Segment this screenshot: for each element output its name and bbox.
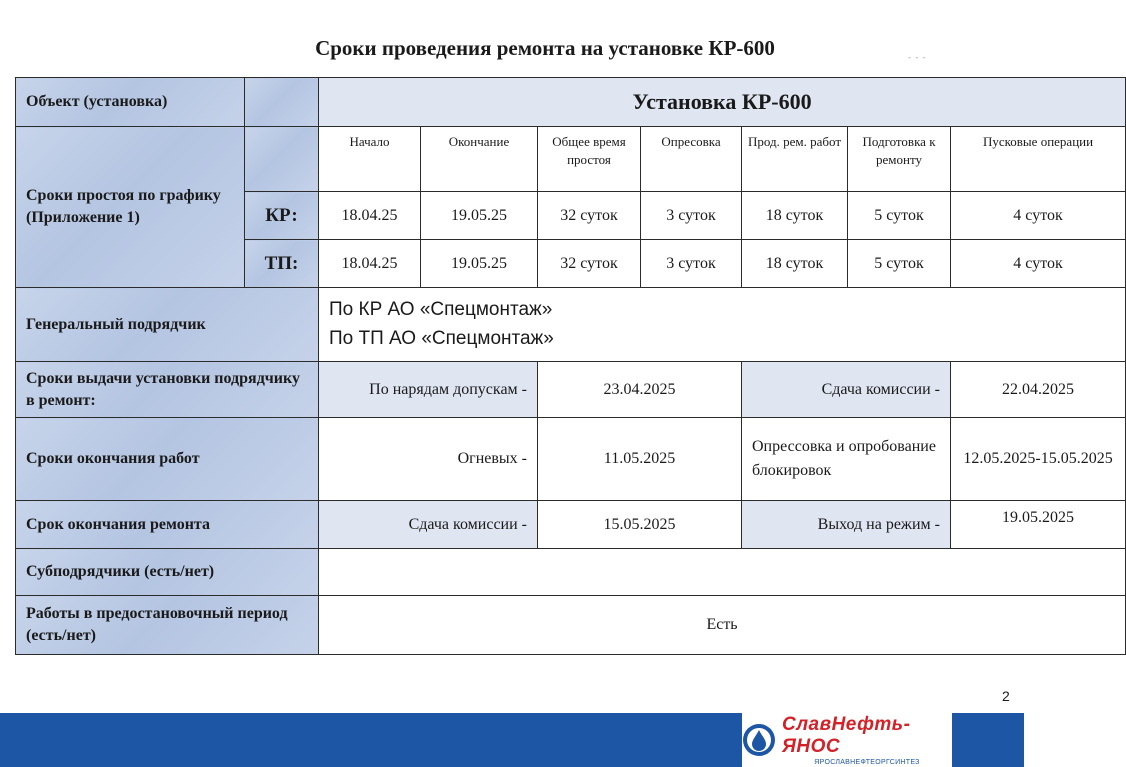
handover-commission-label: Сдача комиссии - bbox=[742, 362, 951, 418]
kr-start: 18.04.25 bbox=[319, 192, 421, 240]
repair-end-row bbox=[16, 501, 1126, 549]
general-contractor-value bbox=[319, 288, 1126, 362]
hot-work-label: Огневых - bbox=[319, 418, 538, 501]
steady-state-date: 19.05.2025 bbox=[951, 501, 1126, 549]
repair-end-label: Срок окончания ремонта bbox=[16, 501, 319, 549]
tp-pressure-test: 3 суток bbox=[641, 240, 742, 288]
subcontractors-label: Субподрядчики (есть/нет) bbox=[16, 549, 319, 596]
decorative-mark: - - - bbox=[908, 52, 927, 62]
object-value: Установка КР-600 bbox=[319, 78, 1126, 127]
subcontractors-value bbox=[319, 549, 1126, 596]
kr-startup: 4 суток bbox=[951, 192, 1126, 240]
tp-repair-duration: 18 суток bbox=[742, 240, 848, 288]
handover-commission-date: 22.04.2025 bbox=[951, 362, 1126, 418]
object-label: Объект (установка) bbox=[16, 78, 245, 127]
hot-work-date: 11.05.2025 bbox=[538, 418, 742, 501]
col-header: Подготовка к ремонту bbox=[848, 127, 951, 192]
handover-permits-label: По нарядам допускам - bbox=[319, 362, 538, 418]
tp-start: 18.04.25 bbox=[319, 240, 421, 288]
logo-sub-text: ЯРОСЛАВНЕФТЕОРГСИНТЕЗ bbox=[814, 759, 920, 766]
pressure-test-dates: 12.05.2025-15.05.2025 bbox=[951, 418, 1126, 501]
tp-preparation: 5 суток bbox=[848, 240, 951, 288]
page-number: 2 bbox=[1002, 688, 1010, 704]
subcontractors-row bbox=[16, 549, 1126, 596]
page-title: Сроки проведения ремонта на установке КР-600 bbox=[315, 36, 775, 60]
preshutdown-value: Есть bbox=[319, 596, 1126, 655]
company-logo bbox=[742, 713, 952, 767]
col-header: Опресовка bbox=[641, 127, 742, 192]
downtime-header-row bbox=[16, 127, 1126, 192]
steady-state-label: Выход на режим - bbox=[742, 501, 951, 549]
col-header: Прод. рем. работ bbox=[742, 127, 848, 192]
kr-preparation: 5 суток bbox=[848, 192, 951, 240]
kr-pressure-test: 3 суток bbox=[641, 192, 742, 240]
contractor-kr: По КР АО «Спецмонтаж» bbox=[329, 299, 553, 320]
tp-total: 32 суток bbox=[538, 240, 641, 288]
preshutdown-label: Работы в предостановочный период (есть/нет) bbox=[16, 596, 319, 655]
handover-row bbox=[16, 362, 1126, 418]
commission-date: 15.05.2025 bbox=[538, 501, 742, 549]
work-end-row bbox=[16, 418, 1126, 501]
handover-label: Сроки выдачи установки подрядчику в ремонт: bbox=[16, 362, 319, 418]
pressure-test-label: Опрессовка и опробование блокировок bbox=[742, 418, 951, 501]
tp-startup: 4 суток bbox=[951, 240, 1126, 288]
col-header: Пусковые операции bbox=[951, 127, 1126, 192]
kr-end: 19.05.25 bbox=[421, 192, 538, 240]
general-contractor-label: Генеральный подрядчик bbox=[16, 288, 319, 362]
work-end-label: Сроки окончания работ bbox=[16, 418, 319, 501]
col-header: Начало bbox=[319, 127, 421, 192]
handover-permits-date: 23.04.2025 bbox=[538, 362, 742, 418]
tp-end: 19.05.25 bbox=[421, 240, 538, 288]
kr-repair-duration: 18 суток bbox=[742, 192, 848, 240]
tp-label: ТП: bbox=[245, 240, 319, 288]
col-header: Общее время простоя bbox=[538, 127, 641, 192]
logo-main-text: СлавНефть-ЯНОС bbox=[782, 714, 911, 757]
col-header: Окончание bbox=[421, 127, 538, 192]
commission-label: Сдача комиссии - bbox=[319, 501, 538, 549]
kr-label: КР: bbox=[245, 192, 319, 240]
preshutdown-row bbox=[16, 596, 1126, 655]
drop-icon bbox=[742, 723, 776, 757]
contractor-tp: По ТП АО «Спецмонтаж» bbox=[329, 327, 554, 349]
repair-schedule-table bbox=[15, 77, 1126, 655]
downtime-label: Сроки простоя по графику (Приложение 1) bbox=[16, 127, 245, 288]
kr-total: 32 суток bbox=[538, 192, 641, 240]
object-row bbox=[16, 78, 1126, 127]
general-contractor-row bbox=[16, 288, 1126, 362]
